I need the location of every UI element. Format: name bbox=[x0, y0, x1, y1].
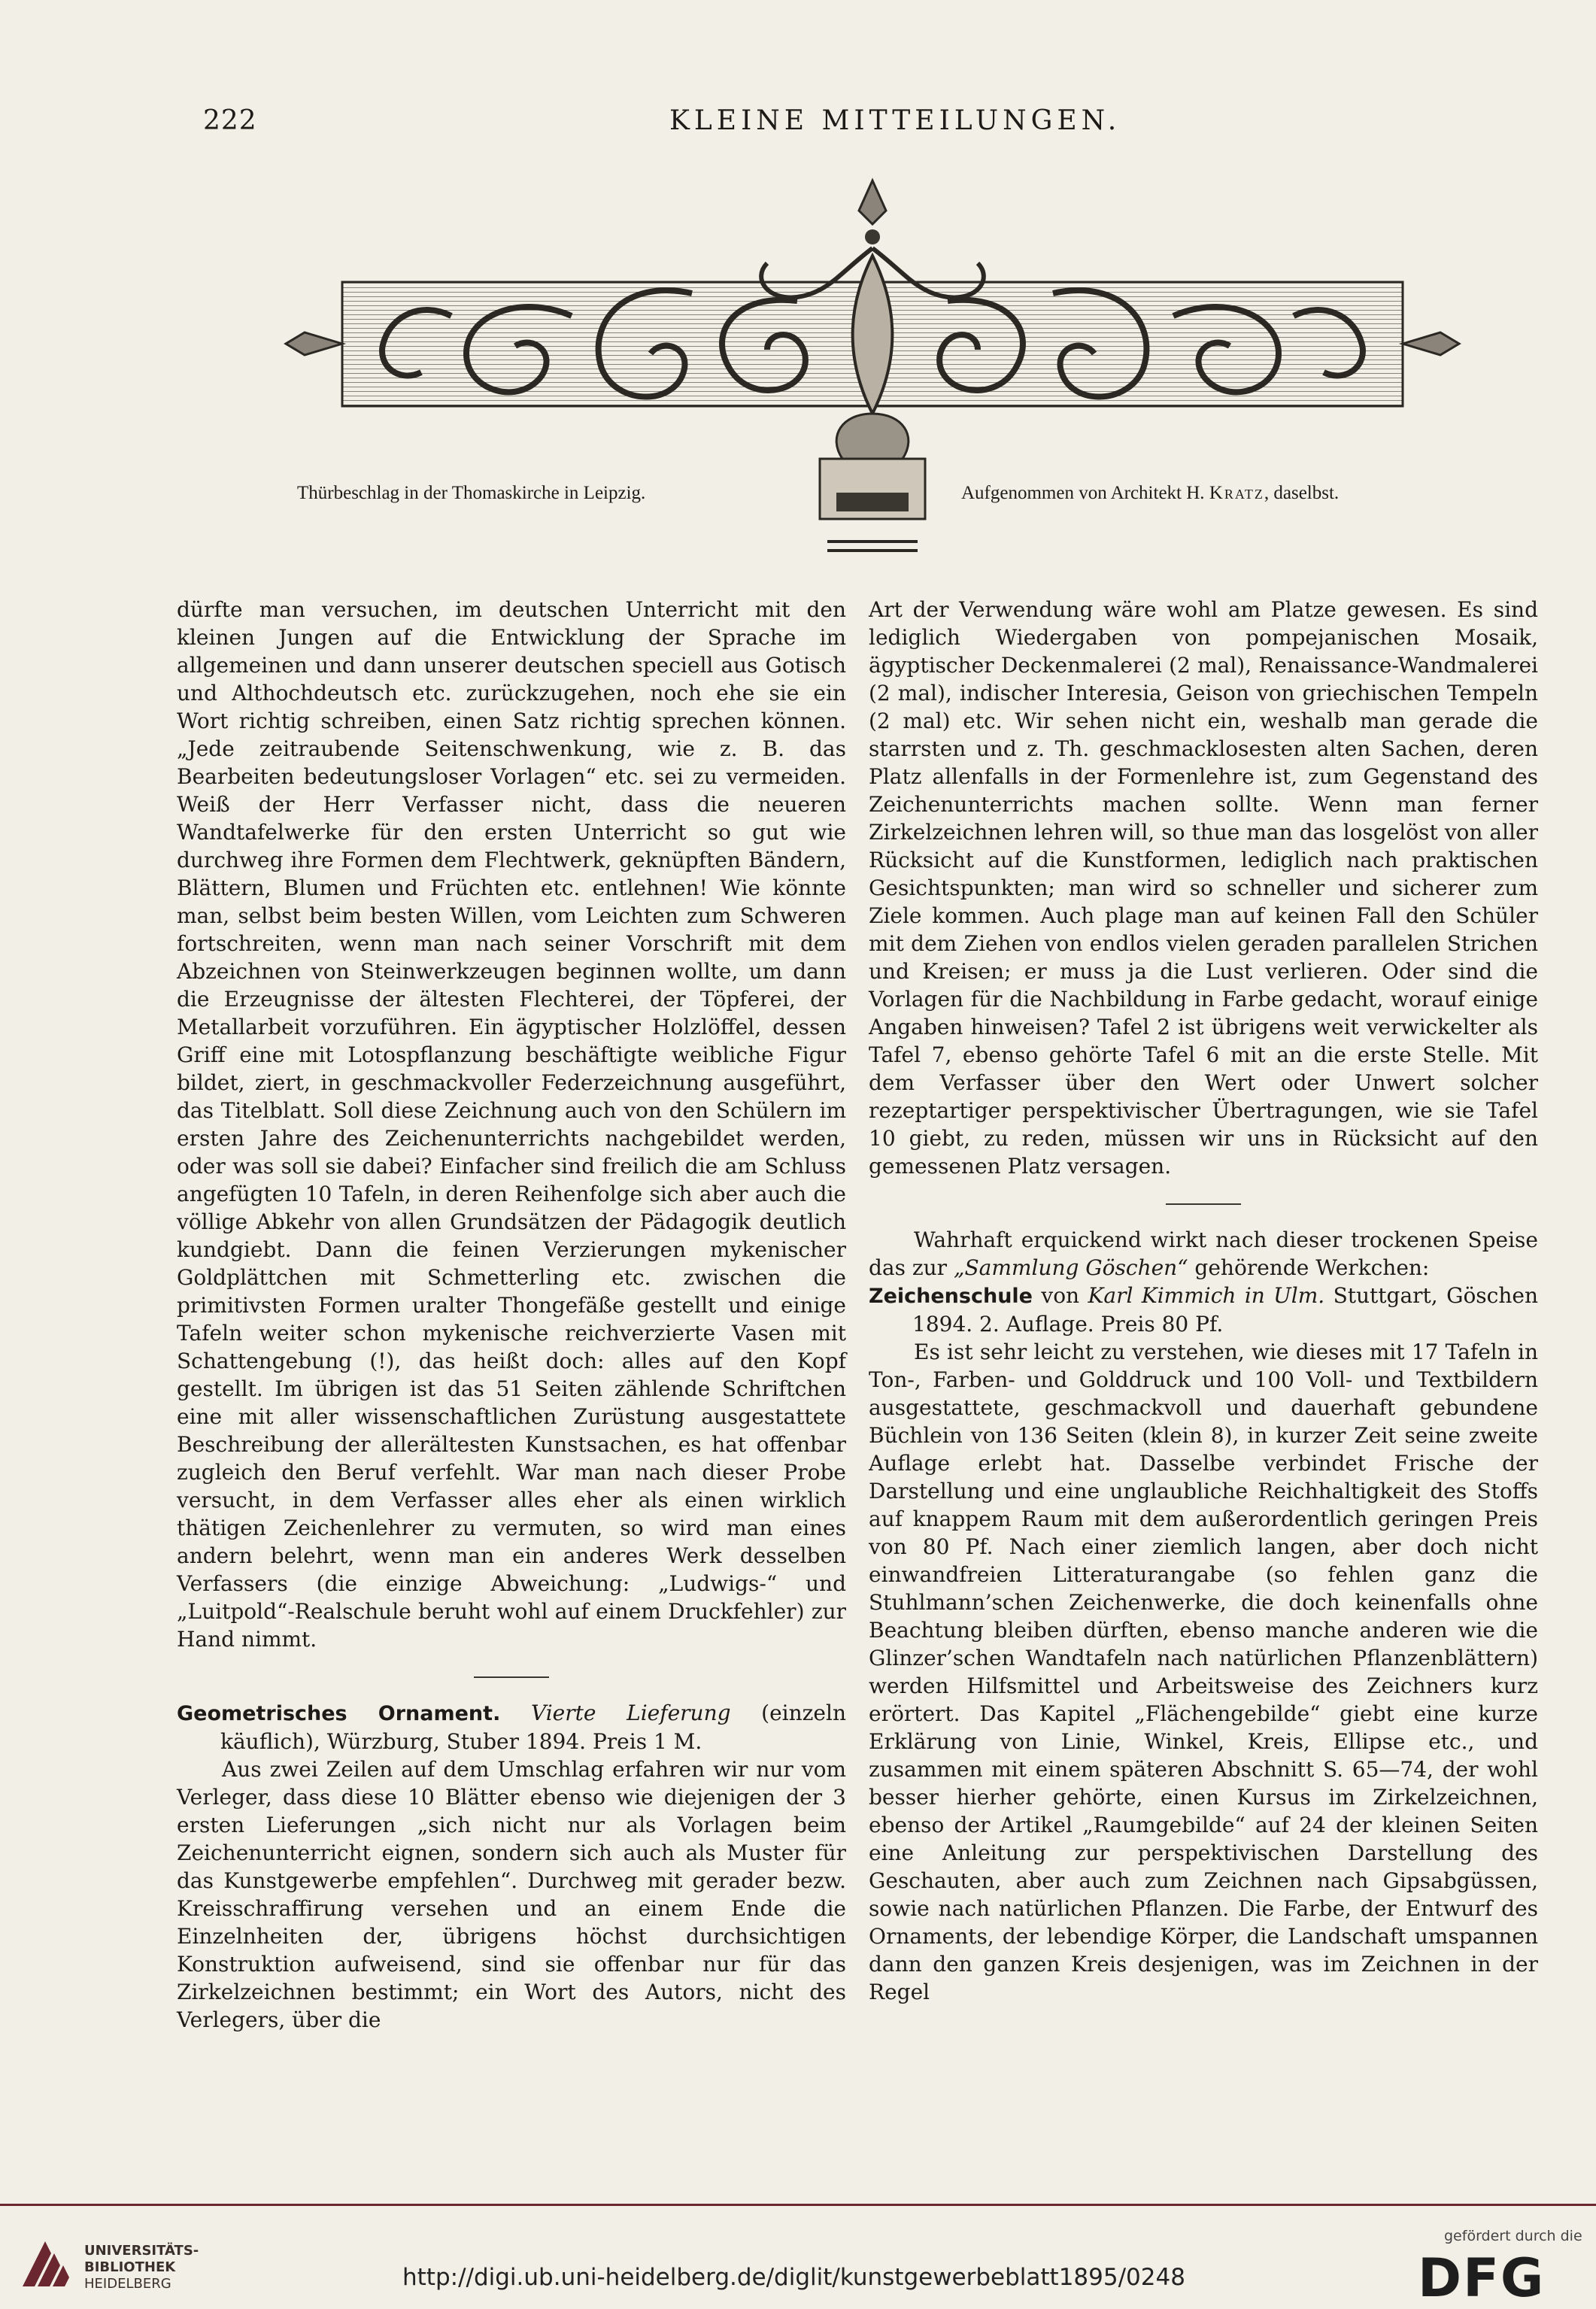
dfg-logo: DFG bbox=[1418, 2247, 1546, 2309]
left-paragraph-2: Aus zwei Zeilen auf dem Umschlag erfahren wir nur vom Verleger, dass diese 10 Blätter ebenso wie diejenigen der 3 ersten Lieferungen „sich nicht nur als Vorlagen beim Zeichenunterricht eignen, sondern sich auch als Muster für das Kunstgewerbe empfehlen“. Durchweg mit gerader bezw. Kreisschraffirung versehen und an einem Ende die Einzelnheiten der, übrigens höchst durchsichtigen Konstruktion aufweisend, sind sie offenbar nur für das Zirkelzeichnen bestimmt; ein Wort des Autors, nicht des Verlegers, über die bbox=[177, 1757, 846, 2032]
section-divider bbox=[1166, 1203, 1241, 1205]
library-name bbox=[84, 2243, 199, 2292]
library-name-line-2: BIBLIOTHEK bbox=[84, 2259, 176, 2275]
series-name: „Sammlung Göschen“ bbox=[953, 1255, 1188, 1280]
digitization-footer bbox=[0, 2204, 1596, 2307]
figure-caption-left: Thürbeschlag in der Thomaskirche in Leipzig. bbox=[297, 483, 646, 503]
entry-subtitle: Vierte Lieferung bbox=[530, 1701, 731, 1725]
review-entry-heading bbox=[869, 1282, 1538, 1338]
caption-architect-name: Kratz bbox=[1209, 483, 1264, 503]
running-head bbox=[203, 105, 1542, 150]
left-paragraph-1: dürfte man versuchen, im deutschen Unterricht mit den kleinen Jungen auf die Entwicklung der Sprache im allgemeinen und dann unserer deutschen speciell aus Gotisch und Althochdeutsch etc. zurückzugehen, noch ehe sie ein Wort richtig schreiben, einen Satz richtig sprechen können. „Jede zeitraubende Seitenschwenkung, wie z. B. das Bearbeiten bedeutungsloser Vorlagen“ etc. sei zu vermeiden. Weiß der Herr Verfasser nicht, dass die neueren Wandtafelwerke für den ersten Unterricht so gut wie durchweg ihre Formen dem Flechtwerk, geknüpften Bändern, Blättern, Blumen und Früchten etc. entlehnen! Wie könnte man, selbst beim besten Willen, vom Leichten zum Schweren fortschreiten, wenn man nach seiner Vorschrift mit dem Abzeichnen von Steinwerkzeugen beginnen wollte, um dann die Erzeugnisse der ältesten Flechterei, der Töpferei, der Metallarbeit vorzuführen. Ein ägyptischer Holzlöffel, dessen Griff eine mit Lotospflanzung beschäftigte weibliche Figur bildet, ziert, in geschmackvoller Federzeichnung ausgeführt, das Titelblatt. Soll diese Zeichnung auch von den Schülern im ersten Jahre des Zeichenunterrichts nachgebildet werden, oder was soll sie dabei? Einfacher sind freilich die am Schluss angefügten 10 Tafeln, in deren Reihenfolge sich aber auch die völlige Abkehr von allen Grundsätzen der Pädagogik deutlich kundgiebt. Dann die feinen Verzierungen mykenischer Goldplättchen mit Schmetterling etc. zwischen die primitivsten Formen uralter Thongefäße gestellt und einige Tafeln weiter schon mykenische reichverzierte Vasen mit Schattengebung (!), das heißt doch: alles auf den Kopf gestellt. Im übrigen ist das 51 Seiten zählende Schriftchen eine mit aller wissenschaftlichen Zurüstung ausgestattete Beschreibung der allerältesten Kunstsachen, es hat offenbar zugleich den Beruf verfehlt. War man nach dieser Probe versucht, in dem Verfasser alles eher als einen wirklich thätigen Zeichenlehrer zu vermuten, so wird man eines andern belehrt, wenn man ein anderes Werk desselben Verfassers (die einzige Abweichung: „Ludwigs-“ und „Luitpold“-Realschule beruht wohl auf einem Druckfehler) zur Hand nimmt. bbox=[177, 597, 846, 1652]
permalink[interactable]: http://digi.ub.uni-heidelberg.de/diglit/kunstgewerbeblatt1895/0248 bbox=[402, 2264, 1185, 2291]
library-name-line-3: HEIDELBERG bbox=[84, 2276, 171, 2292]
entry-title: Geometrisches Ornament. bbox=[177, 1702, 501, 1725]
review-entry-heading bbox=[177, 1699, 846, 1755]
running-title: KLEINE MITTEILUNGEN. bbox=[669, 105, 1121, 136]
right-paragraph-2: Es ist sehr leicht zu verstehen, wie dieses mit 17 Tafeln in Ton-, Farben- und Golddruck und 100 Voll- und Textbildern ausgestattete, geschmackvoll und dauerhaft gebundene Büchlein von 136 Seiten (klein 8), in kurzer Zeit seine zweite Auflage erlebt hat. Dasselbe verbindet Frische der Darstellung und eine unglaubliche Reichhaltigkeit des Stoffs auf knappem Raum mit dem außerordentlich geringen Preis von 80 Pf. Nach einer ziemlich langen, aber doch nicht einwandfreien Litteraturangabe (so fehlen ganz die Stuhlmann’schen Zeichenwerke, die doch keinenfalls ohne Beachtung bleiben dürften, ebenso manche anderen wie die Glinzer’schen Wandtafeln nach natürlichen Pflanzenblättern) werden Hilfsmittel und Arbeitsweise des Zeichners kurz erörtert. Das Kapitel „Flächengebilde“ giebt eine kurze Erklärung von Linie, Winkel, Kreis, Ellipse etc., und zusammen mit einem späteren Abschnitt S. 65—74, der wohl besser hierher gehörte, einen Kursus im Zirkelzeichnen, ebenso der Artikel „Raumgebilde“ auf 24 der kleinen Seiten eine Anleitung zur perspektivischen Darstellung des Geschauten, aber auch zum Zeichnen nach Gipsabgüssen, sowie nach natürlichen Pflanzen. Die Farbe, der Entwurf des Ornaments, der lebendige Körper, die Landschaft umspannen dann den ganzen Kreis desjenigen, was im Zeichnen in der Regel bbox=[869, 1340, 1538, 2004]
caption-credit-suffix: , daselbst. bbox=[1264, 483, 1340, 503]
funding-note: gefördert durch die bbox=[1444, 2228, 1582, 2244]
entry-author: Karl Kimmich in Ulm. bbox=[1088, 1283, 1325, 1308]
intro-text: Wahrhaft erquickend wirkt nach dieser trockenen Speise das zur bbox=[869, 1227, 1538, 1280]
library-name-line-1: UNIVERSITÄTS- bbox=[84, 2243, 199, 2259]
left-column bbox=[177, 596, 846, 2034]
entry-details: (einzeln käuflich), Würzburg, Stuber 1894. Preis 1 M. bbox=[220, 1701, 846, 1754]
section-divider bbox=[474, 1676, 549, 1678]
intro-end: gehörende Werkchen: bbox=[1188, 1255, 1430, 1280]
right-paragraph-1: Art der Verwendung wäre wohl am Platze gewesen. Es sind lediglich Wiedergaben von pompejanischen Mosaik, ägyptischer Deckenmalerei (2 mal), Renaissance-Wandmalerei (2 mal), indischer Interesia, Geison von griechischen Tempeln (2 mal) etc. Wir sehen nicht ein, weshalb man gerade die starrsten und z. Th. geschmacklosesten alten Sachen, deren Platz allenfalls in der Formenlehre ist, zum Gegenstand des Zeichenunterrichts machen sollte. Wenn man ferner Zirkelzeichnen lehren will, so thue man das losgelöst von aller Rücksicht auf die Kunstformen, lediglich nach praktischen Gesichtspunkten; man wird so schneller und sicherer zum Ziele kommen. Auch plage man auf keinen Fall den Schüler mit dem Ziehen von endlos vielen geraden parallelen Strichen und Kreisen; er muss ja die Lust verlieren. Oder sind die Vorlagen für die Nachbildung in Farbe gedacht, worauf einige Angaben hinweisen? Tafel 2 ist übrigens weit verwickelter als Tafel 7, ebenso gehörte Tafel 6 mit an die erste Stelle. Mit dem Verfasser über den Wert oder Unwert solcher rezeptartiger perspektivischer Übertragungen, wie sie Tafel 10 giebt, zu reden, müssen wir uns in Rücksicht auf den gemessenen Platz versagen. bbox=[869, 597, 1538, 1179]
university-seal-icon bbox=[15, 2234, 75, 2294]
figure-caption-right bbox=[961, 483, 1339, 504]
entry-title: Zeichenschule bbox=[869, 1285, 1033, 1308]
intro-paragraph bbox=[869, 1226, 1538, 1282]
entry-details: Stuttgart, Göschen 1894. 2. Auflage. Preis 80 Pf. bbox=[912, 1283, 1538, 1337]
entry-von: von bbox=[1033, 1283, 1088, 1308]
right-column bbox=[869, 596, 1538, 2006]
page-number: 222 bbox=[203, 105, 257, 136]
caption-credit-prefix: Aufgenommen von Architekt H. bbox=[961, 483, 1205, 503]
footer-rule bbox=[0, 2204, 1596, 2206]
